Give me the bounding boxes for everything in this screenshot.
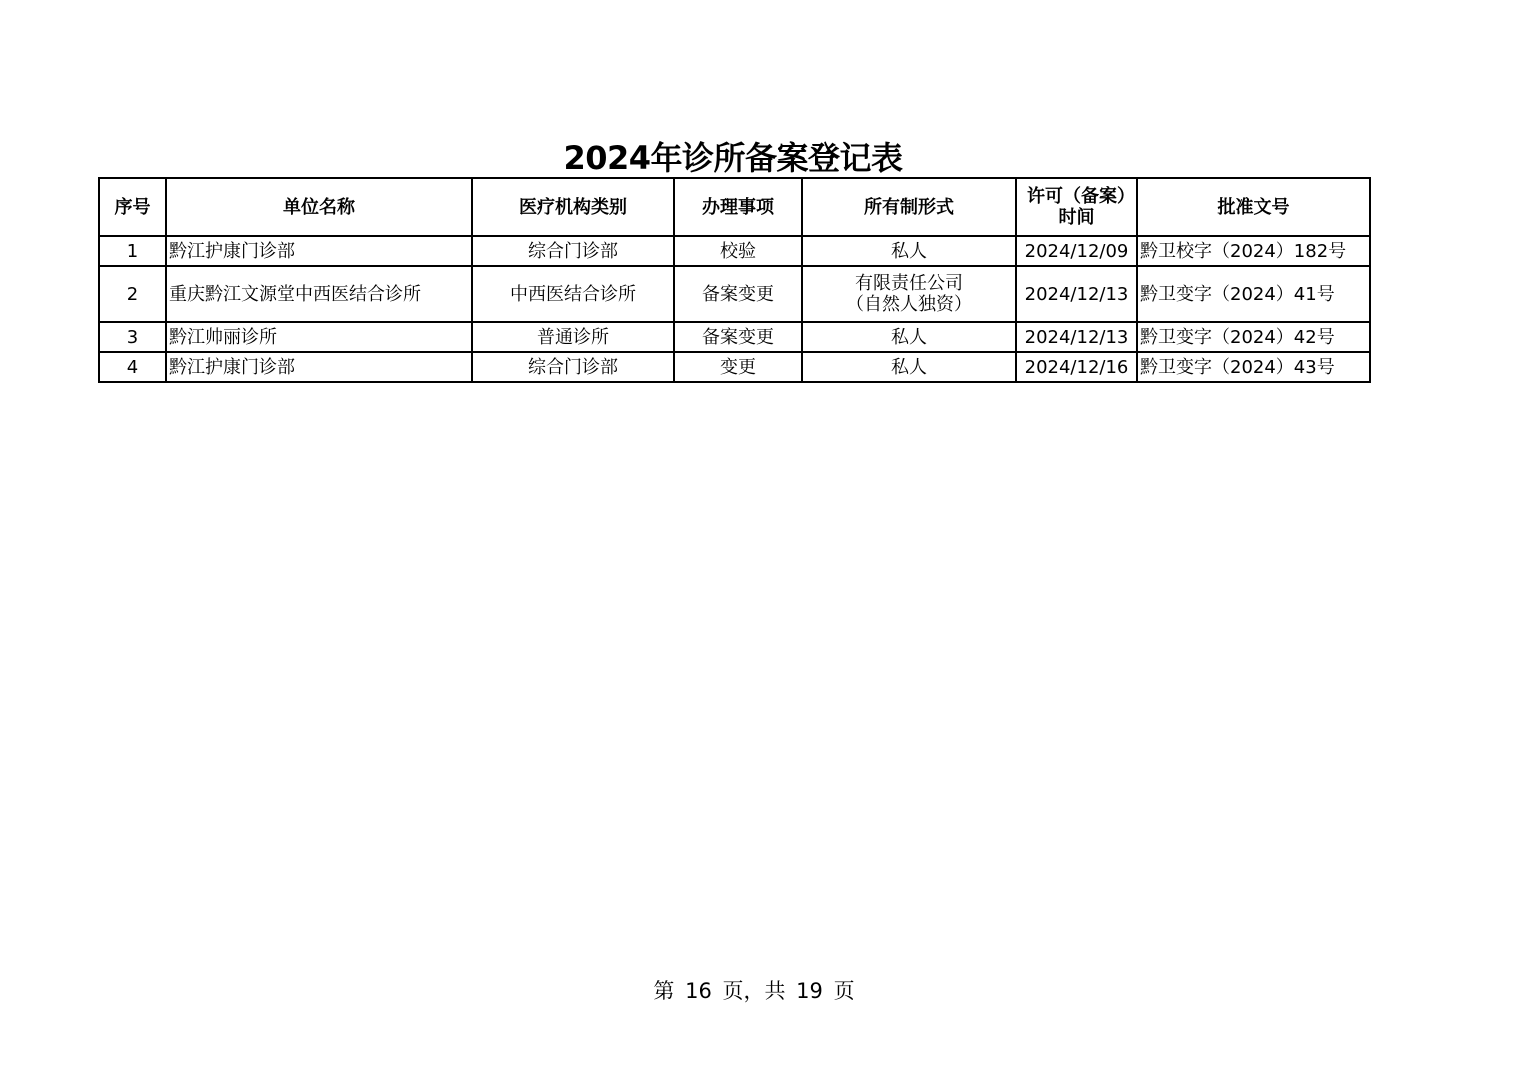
header-transaction-item: 办理事项	[674, 178, 802, 236]
cell-unit-name: 黔江帅丽诊所	[166, 322, 472, 352]
cell-approval-number: 黔卫变字（2024）41号	[1137, 266, 1370, 322]
cell-license-date: 2024/12/13	[1016, 322, 1137, 352]
cell-ownership-form: 有限责任公司 （自然人独资）	[802, 266, 1016, 322]
header-institution-category: 医疗机构类别	[472, 178, 674, 236]
cell-transaction-item: 备案变更	[674, 322, 802, 352]
cell-serial-number: 1	[99, 236, 166, 266]
registration-table	[98, 177, 1371, 383]
cell-institution-category: 普通诊所	[472, 322, 674, 352]
header-ownership-form: 所有制形式	[802, 178, 1016, 236]
cell-institution-category: 综合门诊部	[472, 352, 674, 382]
header-license-date: 许可（备案）时间	[1016, 178, 1137, 236]
cell-ownership-form: 私人	[802, 322, 1016, 352]
cell-ownership-form: 私人	[802, 352, 1016, 382]
cell-unit-name: 黔江护康门诊部	[166, 236, 472, 266]
page-number-footer: 第 16 页，共 19 页	[653, 979, 855, 1003]
cell-serial-number: 3	[99, 322, 166, 352]
header-serial-number: 序号	[99, 178, 166, 236]
cell-approval-number: 黔卫变字（2024）42号	[1137, 322, 1370, 352]
cell-institution-category: 中西医结合诊所	[472, 266, 674, 322]
header-approval-number: 批准文号	[1137, 178, 1370, 236]
document-title: 2024年诊所备案登记表	[563, 139, 903, 177]
cell-unit-name: 重庆黔江文源堂中西医结合诊所	[166, 266, 472, 322]
table-header-row	[99, 178, 1370, 236]
cell-ownership-form: 私人	[802, 236, 1016, 266]
header-unit-name: 单位名称	[166, 178, 472, 236]
cell-serial-number: 4	[99, 352, 166, 382]
table-row	[99, 266, 1370, 322]
cell-license-date: 2024/12/09	[1016, 236, 1137, 266]
cell-approval-number: 黔卫校字（2024）182号	[1137, 236, 1370, 266]
table-row	[99, 322, 1370, 352]
cell-transaction-item: 变更	[674, 352, 802, 382]
cell-unit-name: 黔江护康门诊部	[166, 352, 472, 382]
cell-transaction-item: 备案变更	[674, 266, 802, 322]
cell-license-date: 2024/12/16	[1016, 352, 1137, 382]
table-row	[99, 352, 1370, 382]
cell-approval-number: 黔卫变字（2024）43号	[1137, 352, 1370, 382]
cell-serial-number: 2	[99, 266, 166, 322]
cell-institution-category: 综合门诊部	[472, 236, 674, 266]
table-row	[99, 236, 1370, 266]
cell-transaction-item: 校验	[674, 236, 802, 266]
cell-license-date: 2024/12/13	[1016, 266, 1137, 322]
